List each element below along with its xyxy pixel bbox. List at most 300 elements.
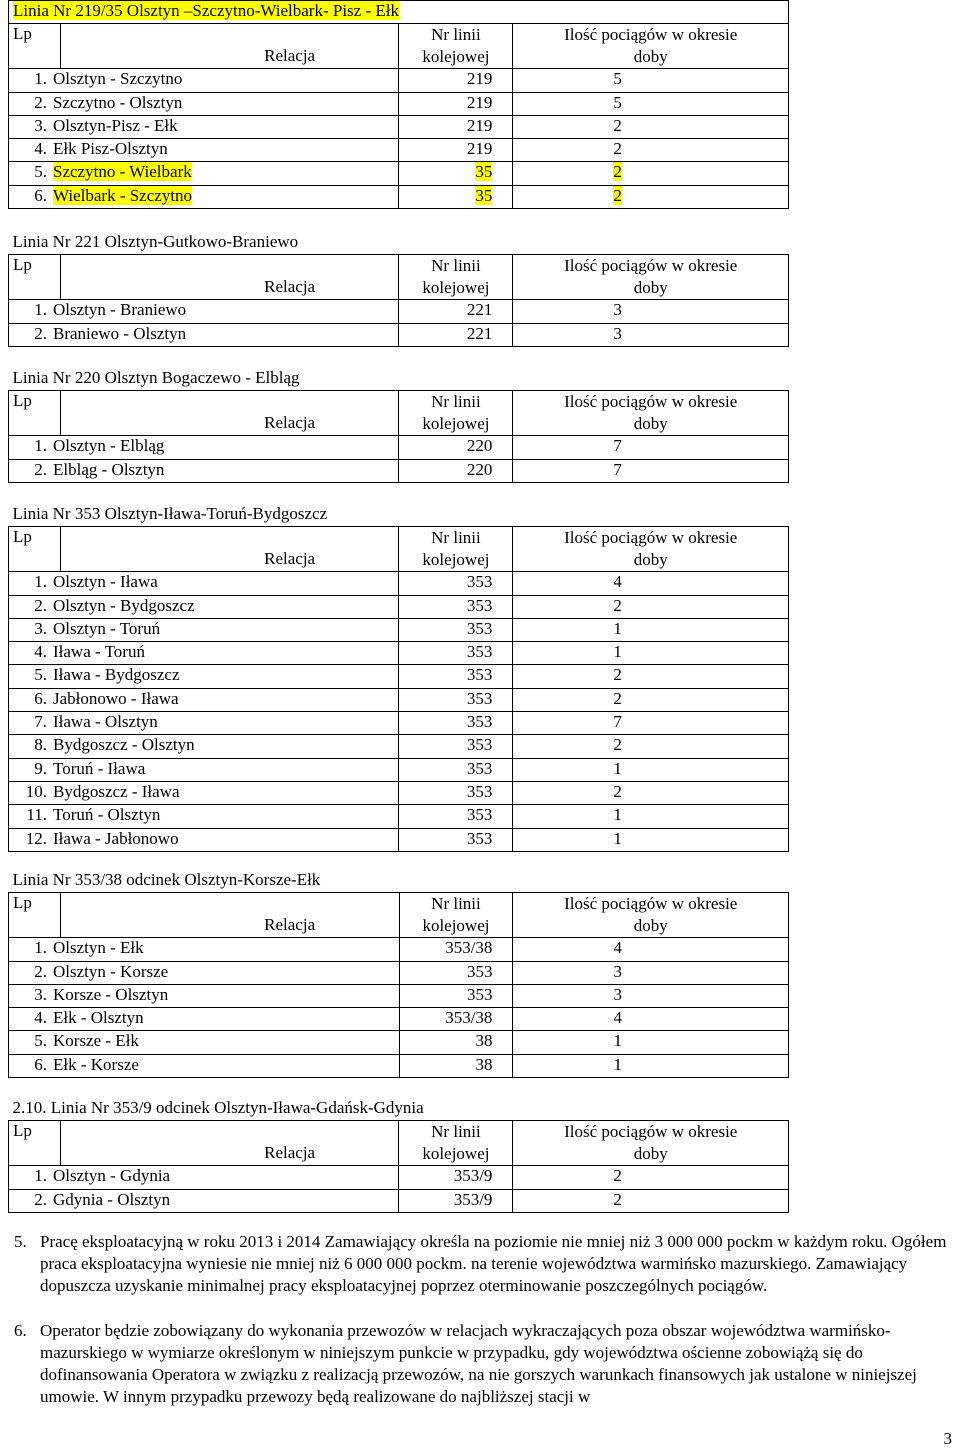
header-relacja-label: Relacja (264, 46, 316, 66)
row-lp-relacja (9, 92, 399, 115)
table-title: Linia Nr 353 Olsztyn-Iława-Toruń-Bydgoszcz (12, 504, 328, 523)
row-lp-relacja (9, 1189, 399, 1212)
row-relacja: Olsztyn - Iława (53, 572, 158, 592)
row-nr: 353 (466, 642, 493, 662)
table-row (9, 828, 789, 851)
header-lp (9, 391, 61, 436)
header-nr-line1: Nr linii (431, 256, 481, 276)
paragraph-5 (14, 1231, 960, 1295)
header-nr-line2: kolejowej (422, 550, 490, 570)
row-nr: 353 (466, 828, 493, 848)
row-lp-relacja (9, 69, 399, 92)
row-il-cell (513, 961, 789, 984)
header-nr-line1: Nr linii (431, 25, 481, 45)
row-ilosc: 1 (613, 828, 622, 848)
table-row (9, 1008, 789, 1031)
row-lp-relacja (9, 665, 399, 688)
route-table (8, 228, 789, 347)
table-title-cell (9, 228, 789, 255)
header-relacja (60, 391, 399, 436)
row-il-cell (513, 436, 789, 459)
row-ilosc: 1 (613, 1054, 622, 1074)
table-row (9, 139, 789, 162)
row-nr-cell (399, 300, 513, 323)
row-nr-cell (399, 1031, 513, 1054)
row-ilosc: 4 (613, 572, 622, 592)
row-lp: 5. (34, 1031, 47, 1051)
row-nr-cell (399, 69, 513, 92)
row-lp: 6. (34, 185, 47, 205)
row-lp: 3. (34, 618, 47, 638)
row-lp-relacja (9, 115, 399, 138)
row-ilosc: 2 (613, 139, 622, 159)
header-ilosc (513, 24, 789, 69)
header-ilosc (513, 1121, 789, 1166)
table-title-row (9, 364, 789, 391)
row-relacja: Szczytno - Wielbark (53, 162, 192, 182)
row-nr: 353 (466, 781, 493, 801)
row-relacja: Toruń - Iława (53, 758, 146, 778)
row-lp-relacja (9, 735, 399, 758)
row-lp-relacja (9, 1008, 400, 1031)
row-ilosc: 3 (613, 323, 622, 343)
table-header-row (9, 391, 789, 436)
row-nr-cell (399, 323, 513, 346)
row-lp: 2. (34, 323, 47, 343)
row-lp: 1. (34, 938, 47, 958)
row-relacja: Iława - Toruń (53, 642, 145, 662)
row-lp-relacja (9, 300, 399, 323)
row-lp-relacja (9, 572, 399, 595)
row-relacja: Elbląg - Olsztyn (53, 459, 165, 479)
header-nr-linii (399, 1121, 513, 1166)
row-ilosc: 3 (613, 300, 622, 320)
row-relacja: Ełk - Korsze (53, 1054, 139, 1074)
table-row (9, 961, 789, 984)
row-relacja: Olsztyn - Gdynia (53, 1166, 171, 1186)
row-lp-relacja (9, 139, 399, 162)
row-lp: 2. (34, 459, 47, 479)
row-lp: 6. (34, 688, 47, 708)
table-row (9, 185, 789, 208)
header-il-line2: doby (633, 414, 668, 434)
header-relacja (60, 1121, 399, 1166)
row-il-cell (513, 185, 789, 208)
table-title: Linia Nr 353/38 odcinek Olsztyn-Korsze-Ełk (12, 870, 321, 889)
row-nr: 353 (466, 712, 493, 732)
row-il-cell (513, 735, 789, 758)
row-nr: 353 (466, 665, 493, 685)
row-lp-relacja (9, 323, 399, 346)
table-title-row (9, 228, 789, 255)
row-lp-relacja (9, 642, 399, 665)
row-relacja: Korsze - Ełk (53, 1031, 139, 1051)
row-il-cell (513, 92, 789, 115)
row-ilosc: 1 (613, 618, 622, 638)
row-lp: 9. (34, 758, 47, 778)
header-il-line2: doby (633, 47, 668, 67)
row-relacja: Olsztyn - Toruń (53, 618, 161, 638)
row-lp: 1. (34, 436, 47, 456)
row-nr-cell (399, 115, 513, 138)
row-lp-relacja (9, 436, 399, 459)
header-nr-linii (399, 893, 513, 938)
row-lp: 4. (34, 139, 47, 159)
row-lp-relacja (9, 805, 399, 828)
table-row (9, 781, 789, 804)
row-nr-cell (399, 1189, 513, 1212)
row-ilosc: 4 (613, 1008, 622, 1028)
route-table (8, 1094, 789, 1213)
header-lp (9, 893, 61, 938)
row-il-cell (513, 1008, 789, 1031)
table-header-row (9, 1121, 789, 1166)
table-title-row (9, 1094, 789, 1121)
table-row (9, 459, 789, 482)
table-row (9, 984, 789, 1007)
table-row (9, 92, 789, 115)
table-title: Linia Nr 220 Olsztyn Bogaczewo - Elbląg (12, 368, 300, 387)
row-relacja: Olsztyn - Bydgoszcz (53, 595, 195, 615)
row-ilosc: 2 (613, 665, 622, 685)
table-title-row (9, 500, 789, 527)
row-il-cell (513, 572, 789, 595)
row-il-cell (513, 1189, 789, 1212)
row-relacja: Olsztyn - Ełk (53, 938, 144, 958)
row-relacja: Bydgoszcz - Olsztyn (53, 735, 195, 755)
row-relacja: Olsztyn - Szczytno (53, 69, 183, 89)
row-nr: 38 (475, 1031, 493, 1051)
row-lp-relacja (9, 1054, 400, 1077)
row-il-cell (513, 139, 789, 162)
row-lp-relacja (9, 984, 400, 1007)
table-row (9, 642, 789, 665)
paragraph-number: 5. (14, 1232, 27, 1251)
row-il-cell (513, 1054, 789, 1077)
row-nr-cell (399, 665, 513, 688)
row-relacja: Korsze - Olsztyn (53, 984, 169, 1004)
row-nr-cell (399, 185, 513, 208)
row-ilosc: 4 (613, 938, 622, 958)
row-nr: 221 (466, 300, 493, 320)
row-nr: 353 (466, 961, 493, 981)
header-il-line2: doby (633, 1144, 668, 1164)
row-lp: 3. (34, 984, 47, 1004)
table-row (9, 436, 789, 459)
header-nr-line2: kolejowej (422, 47, 490, 67)
row-relacja: Olsztyn-Pisz - Ełk (53, 115, 178, 135)
table-title: Linia Nr 219/35 Olsztyn –Szczytno-Wielbark- Pisz - Ełk (13, 1, 399, 20)
header-nr-line1: Nr linii (431, 1122, 481, 1142)
row-nr: 353/9 (453, 1189, 493, 1209)
paragraph-text: Operator będzie zobowiązany do wykonania przewozów w relacjach wykraczających poza obszar województwa warmińsko-mazurskiego w wymiarze określonym w niniejszym punkcie w przypadku, gdy województwa ościenne zobowiążą się do dofinansowania Operatora w związku z realizacją przewozów, na nie gorszych warunkach finansowych jak ustalone w niniejszej umowie. W innym przypadku przewozy będą realizowane do najbliższej stacji w (40, 1321, 917, 1406)
row-nr: 38 (475, 1054, 493, 1074)
table-row (9, 758, 789, 781)
row-nr-cell (399, 459, 513, 482)
row-relacja: Wielbark - Szczytno (53, 185, 193, 205)
row-relacja: Szczytno - Olsztyn (53, 92, 183, 112)
row-il-cell (513, 642, 789, 665)
row-il-cell (513, 323, 789, 346)
table-row (9, 572, 789, 595)
row-il-cell (513, 938, 789, 961)
row-nr-cell (399, 712, 513, 735)
header-il-line1: Ilość pociągów w okresie (564, 25, 738, 45)
row-lp: 7. (34, 712, 47, 732)
table-title: 2.10. Linia Nr 353/9 odcinek Olsztyn-Iława-Gdańsk-Gdynia (12, 1098, 424, 1117)
row-relacja: Gdynia - Olsztyn (53, 1189, 171, 1209)
row-lp-relacja (9, 828, 399, 851)
row-lp: 1. (34, 572, 47, 592)
header-lp-label: Lp (13, 893, 32, 913)
row-lp-relacja (9, 961, 400, 984)
row-lp-relacja (9, 162, 399, 185)
row-ilosc: 5 (613, 92, 622, 112)
header-relacja (60, 893, 399, 938)
row-nr-cell (399, 595, 513, 618)
row-il-cell (513, 595, 789, 618)
row-il-cell (513, 162, 789, 185)
row-lp: 2. (34, 961, 47, 981)
row-nr-cell (399, 805, 513, 828)
header-lp-label: Lp (13, 255, 32, 275)
row-lp-relacja (9, 1031, 400, 1054)
header-lp (9, 255, 61, 300)
table-row (9, 115, 789, 138)
table-row (9, 618, 789, 641)
row-ilosc: 2 (613, 735, 622, 755)
table-row (9, 300, 789, 323)
row-lp-relacja (9, 712, 399, 735)
header-nr-linii (399, 527, 513, 572)
row-nr: 219 (466, 115, 493, 135)
paragraph-text: Pracę eksploatacyjną w roku 2013 i 2014 Zamawiający określa na poziomie nie mniej niż 3 000 000 pockm w każdym roku. Ogółem praca eksploatacyjna wyniesie nie mniej niż 6 000 000 pockm. na terenie województwa warmińsko mazurskiego. Zamawiający dopuszcza uzyskanie minimalnej pracy eksploatacyjnej poprzez oterminowanie poszczególnych pociągów. (40, 1232, 947, 1295)
header-il-line1: Ilość pociągów w okresie (564, 256, 738, 276)
header-ilosc (513, 527, 789, 572)
header-relacja (60, 24, 399, 69)
row-lp: 5. (34, 665, 47, 685)
table-title-cell (9, 866, 789, 893)
row-nr-cell (399, 1054, 513, 1077)
row-lp-relacja (9, 688, 399, 711)
row-ilosc: 1 (613, 1031, 622, 1051)
page-number: 3 (943, 1429, 952, 1448)
table-row (9, 162, 789, 185)
row-lp: 4. (34, 642, 47, 662)
table-row (9, 805, 789, 828)
row-lp: 11. (26, 805, 47, 825)
header-lp (9, 24, 61, 69)
row-nr: 35 (475, 162, 493, 182)
row-nr-cell (399, 139, 513, 162)
row-lp-relacja (9, 938, 400, 961)
row-lp-relacja (9, 185, 399, 208)
table-row (9, 735, 789, 758)
table-row (9, 69, 789, 92)
row-lp: 1. (34, 1166, 47, 1186)
row-lp: 2. (34, 595, 47, 615)
row-lp-relacja (9, 595, 399, 618)
row-relacja: Iława - Bydgoszcz (53, 665, 180, 685)
header-lp (9, 1121, 61, 1166)
row-relacja: Olsztyn - Elbląg (53, 436, 165, 456)
row-nr: 353/38 (445, 1008, 493, 1028)
row-il-cell (513, 69, 789, 92)
row-ilosc: 2 (613, 1189, 622, 1209)
table-title-row (9, 1, 789, 24)
row-nr: 219 (466, 92, 493, 112)
header-nr-linii (399, 255, 513, 300)
route-table (8, 0, 789, 209)
header-nr-line2: kolejowej (422, 414, 490, 434)
row-lp: 2. (34, 1189, 47, 1209)
header-relacja-label: Relacja (264, 277, 316, 297)
row-il-cell (513, 688, 789, 711)
header-relacja (60, 527, 399, 572)
row-il-cell (513, 665, 789, 688)
table-title-cell (9, 1, 789, 24)
row-nr: 219 (466, 69, 493, 89)
header-lp-label: Lp (13, 391, 32, 411)
header-il-line1: Ilość pociągów w okresie (564, 392, 738, 412)
header-nr-line2: kolejowej (422, 278, 490, 298)
table-title-cell (9, 500, 789, 527)
row-il-cell (513, 805, 789, 828)
route-table (8, 364, 789, 483)
row-ilosc: 2 (613, 688, 622, 708)
header-relacja-label: Relacja (264, 549, 316, 569)
table-row (9, 938, 789, 961)
row-nr-cell (399, 758, 513, 781)
row-relacja: Braniewo - Olsztyn (53, 323, 187, 343)
header-nr-line1: Nr linii (431, 392, 481, 412)
row-il-cell (513, 300, 789, 323)
table-row (9, 1166, 789, 1189)
row-relacja: Toruń - Olsztyn (53, 805, 161, 825)
table-header-row (9, 24, 789, 69)
row-nr-cell (399, 735, 513, 758)
table-row (9, 688, 789, 711)
row-il-cell (513, 1166, 789, 1189)
row-lp: 4. (34, 1008, 47, 1028)
row-relacja: Bydgoszcz - Iława (53, 781, 180, 801)
row-il-cell (513, 712, 789, 735)
row-nr-cell (399, 1008, 513, 1031)
table-title: Linia Nr 221 Olsztyn-Gutkowo-Braniewo (12, 232, 299, 251)
row-lp: 2. (34, 92, 47, 112)
row-nr: 219 (466, 139, 493, 159)
row-ilosc: 7 (613, 436, 622, 456)
header-il-line2: doby (633, 916, 668, 936)
header-nr-linii (399, 24, 513, 69)
row-nr-cell (399, 642, 513, 665)
header-il-line1: Ilość pociągów w okresie (564, 528, 738, 548)
row-ilosc: 2 (613, 115, 622, 135)
row-relacja: Iława - Jabłonowo (53, 828, 179, 848)
header-lp-label: Lp (13, 24, 32, 44)
row-ilosc: 5 (613, 69, 622, 89)
row-lp: 10. (25, 781, 47, 801)
row-relacja: Ełk Pisz-Olsztyn (53, 139, 168, 159)
table-row (9, 1189, 789, 1212)
row-nr: 353 (466, 984, 493, 1004)
row-lp-relacja (9, 758, 399, 781)
row-lp: 1. (34, 69, 47, 89)
row-nr-cell (399, 961, 513, 984)
header-relacja-label: Relacja (264, 413, 316, 433)
row-lp: 6. (34, 1054, 47, 1074)
table-header-row (9, 893, 789, 938)
row-relacja: Jabłonowo - Iława (53, 688, 179, 708)
row-lp-relacja (9, 459, 399, 482)
row-relacja: Ełk - Olsztyn (53, 1008, 144, 1028)
table-row (9, 1031, 789, 1054)
row-nr: 353 (466, 688, 493, 708)
row-nr-cell (399, 436, 513, 459)
table-title-row (9, 866, 789, 893)
header-nr-line1: Nr linii (431, 894, 481, 914)
row-nr-cell (399, 92, 513, 115)
row-ilosc: 2 (613, 1166, 622, 1186)
row-nr: 353 (466, 805, 493, 825)
table-header-row (9, 255, 789, 300)
row-lp: 1. (34, 300, 47, 320)
row-lp-relacja (9, 781, 399, 804)
header-relacja-label: Relacja (264, 1143, 316, 1163)
row-ilosc: 2 (613, 185, 622, 205)
row-ilosc: 7 (613, 459, 622, 479)
route-table (8, 866, 789, 1078)
paragraph-6 (14, 1320, 960, 1406)
row-nr: 35 (475, 185, 493, 205)
header-il-line2: doby (633, 550, 668, 570)
row-nr-cell (399, 938, 513, 961)
row-nr-cell (399, 618, 513, 641)
header-lp (9, 527, 61, 572)
row-nr: 353 (466, 572, 493, 592)
row-il-cell (513, 828, 789, 851)
header-ilosc (513, 391, 789, 436)
table-title-cell (9, 1094, 789, 1121)
row-nr: 353 (466, 758, 493, 778)
row-ilosc: 1 (613, 758, 622, 778)
row-relacja: Olsztyn - Braniewo (53, 300, 187, 320)
row-il-cell (513, 1031, 789, 1054)
paragraph-number: 6. (14, 1321, 27, 1340)
row-il-cell (513, 115, 789, 138)
row-nr-cell (399, 984, 513, 1007)
row-nr: 220 (466, 436, 493, 456)
table-header-row (9, 527, 789, 572)
row-nr-cell (399, 688, 513, 711)
header-nr-line2: kolejowej (422, 1144, 490, 1164)
row-relacja: Iława - Olsztyn (53, 712, 158, 732)
row-nr: 353 (466, 595, 493, 615)
row-ilosc: 3 (613, 961, 622, 981)
header-relacja (60, 255, 399, 300)
row-il-cell (513, 984, 789, 1007)
header-nr-line2: kolejowej (422, 916, 490, 936)
table-row (9, 665, 789, 688)
row-lp: 5. (34, 162, 47, 182)
row-nr: 220 (466, 459, 493, 479)
row-relacja: Olsztyn - Korsze (53, 961, 169, 981)
header-nr-line1: Nr linii (431, 528, 481, 548)
row-lp-relacja (9, 1166, 399, 1189)
row-il-cell (513, 459, 789, 482)
route-table (8, 500, 789, 852)
header-il-line1: Ilość pociągów w okresie (564, 1122, 738, 1142)
